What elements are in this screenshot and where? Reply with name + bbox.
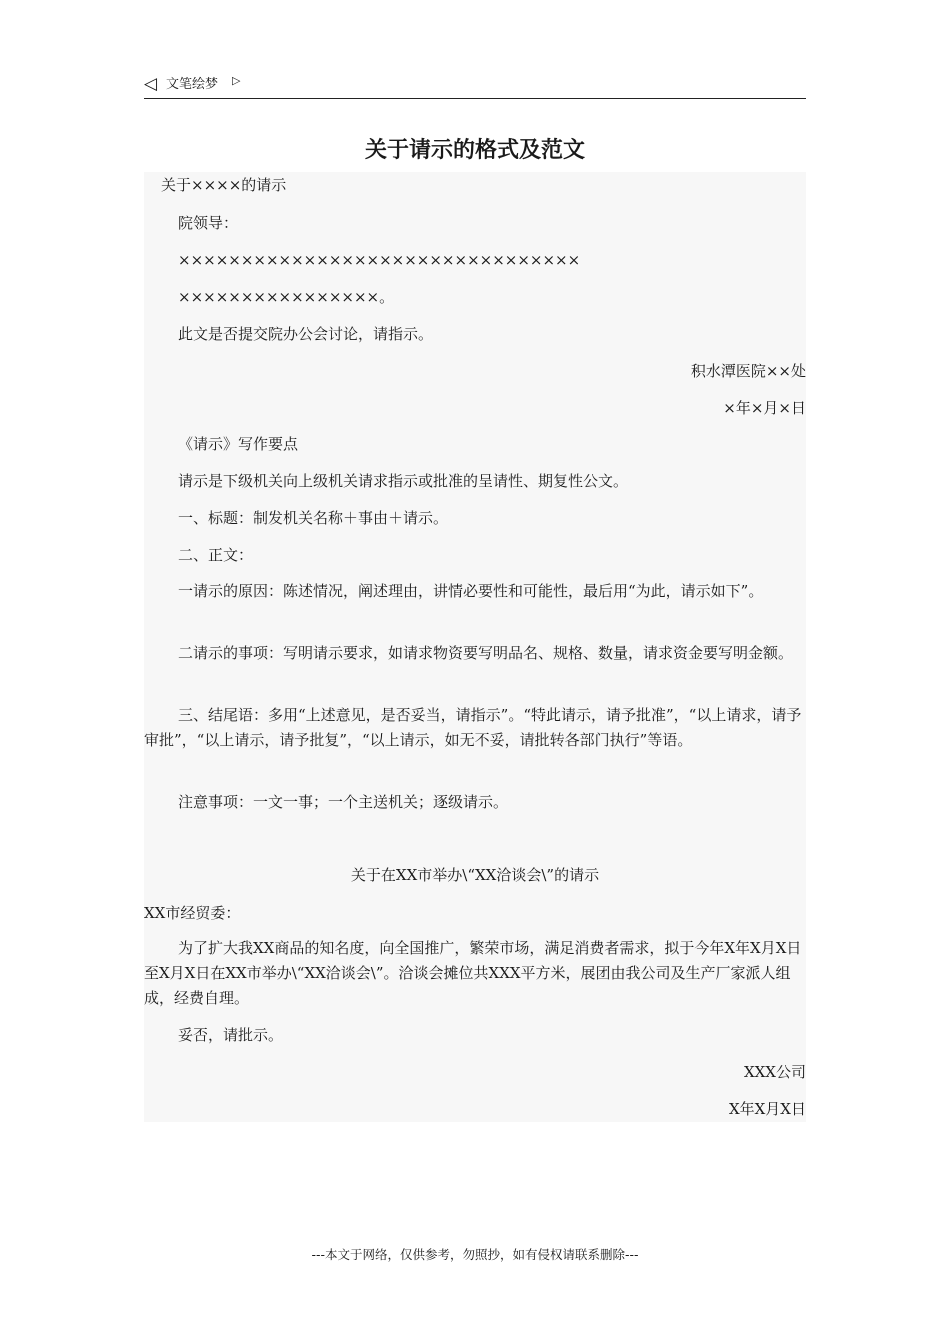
body-paragraph: ××××××××××××××××××××××××××××××××	[178, 251, 581, 269]
body-paragraph: 妥否，请批示。	[178, 1026, 284, 1044]
body-paragraph: 请示是下级机关向上级机关请求指示或批准的呈请性、期复性公文。	[178, 472, 629, 490]
body-paragraph: 一请示的原因：陈述情况，阐述理由，讲情必要性和可能性，最后用“为此，请示如下”。	[178, 582, 764, 600]
signature-date: ×年×月×日	[723, 399, 806, 417]
body-paragraph: 一、标题：制发机关名称＋事由＋请示。	[178, 509, 449, 527]
document-title: 关于请示的格式及范文	[364, 138, 585, 163]
body-paragraph: 二、正文：	[178, 546, 254, 564]
page-header	[144, 74, 806, 99]
right-triangle-icon: ▷	[232, 74, 241, 87]
body-paragraph: 此文是否提交院办公会讨论，请指示。	[178, 325, 434, 343]
body-paragraph: 注意事项：一文一事；一个主送机关；逐级请示。	[178, 793, 509, 811]
left-triangle-icon: ◁	[144, 74, 158, 94]
body-paragraph: ××××××××××××××××。	[178, 288, 395, 306]
body-paragraph: 二请示的事项：写明请示要求，如请求物资要写明品名、规格、数量，请求资金要写明金额。	[178, 644, 794, 662]
signature-org: XXX公司	[743, 1063, 806, 1081]
signature-date: X年X月X日	[728, 1100, 806, 1118]
signature-org: 积水潭医院××处	[690, 362, 806, 380]
sample-title: 关于在XX市举办\“XX洽谈会\”的请示	[350, 866, 600, 884]
disclaimer-footer: ---本文于网络，仅供参考，勿照抄，如有侵权请联系删除---	[311, 1247, 639, 1262]
section-heading: 《请示》写作要点	[178, 435, 299, 453]
sample-recipient: XX市经贸委：	[144, 904, 241, 922]
header-brand: 文笔绘梦	[166, 77, 219, 92]
salutation: 院领导：	[178, 214, 239, 232]
request-heading: 关于××××的请示	[161, 176, 287, 194]
body-paragraph: 为了扩大我XX商品的知名度，向全国推广，繁荣市场，满足消费者需求，拟于今年X年X月X日至X月X日在XX市举办\“XX洽谈会\”。洽谈会摊位共XXX平方米，展团由我公司及生产厂家派人组成，经费自理。	[144, 939, 802, 1007]
body-paragraph: 三、结尾语：多用“上述意见，是否妥当，请指示”。“特此请示，请予批准”，“以上请求，请予审批”，“以上请示，请予批复”，“以上请示，如无不妥，请批转各部门执行”等语。	[144, 706, 802, 749]
document-body	[144, 172, 806, 1122]
